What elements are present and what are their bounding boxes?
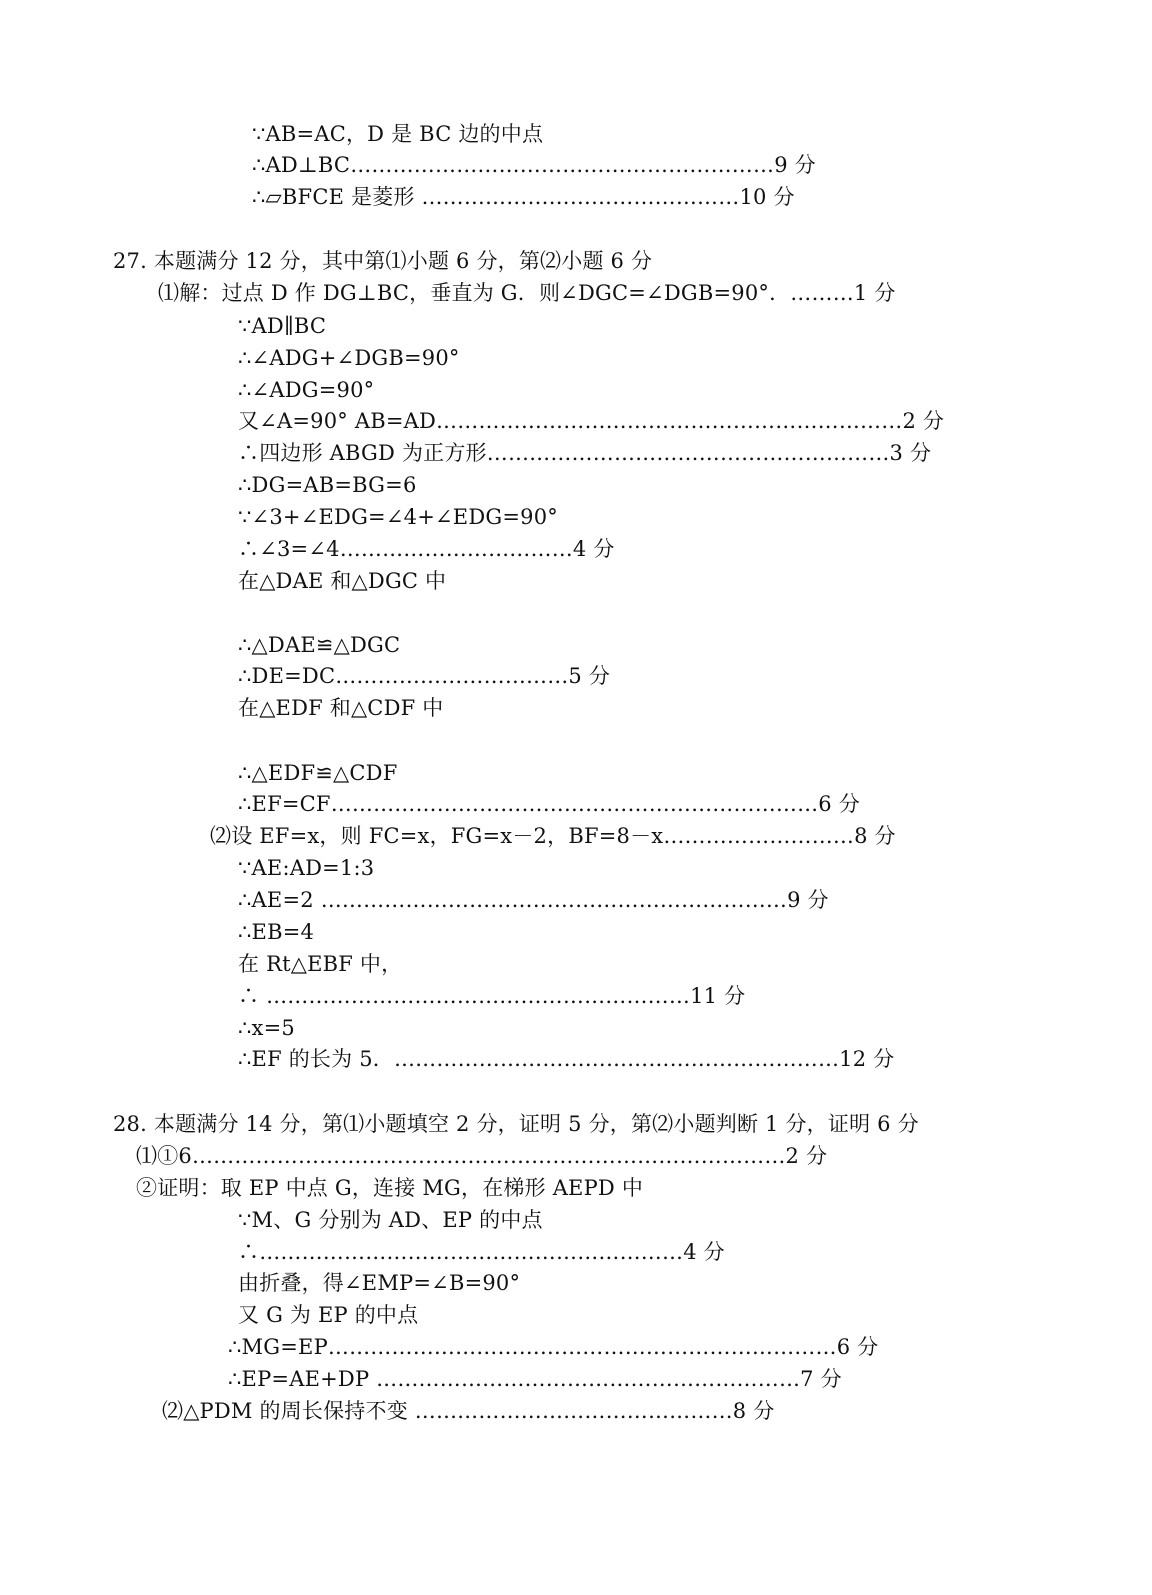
line-28-5: 由折叠，得∠EMP=∠B=90° [238,1271,521,1295]
line-27-21: ∴ ……………………………………………………11 分 [238,984,746,1008]
line-27-10: 在△DAE 和△DGC 中 [238,569,447,593]
line-27-19: ∴EB=4 [238,920,315,944]
line-27-07: ∴DG=AB=BG=6 [238,473,417,497]
line-27-20: 在 Rt△EBF 中， [238,952,403,976]
line-27-18: ∴AE=2 …………………………………………………………9 分 [238,888,829,912]
line-27-05: 又∠A=90° AB=AD…………………………………………………………2 分 [238,409,945,433]
line-27-02: ∵AD∥BC [238,314,327,338]
line-27-03: ∴∠ADG+∠DGB=90° [238,346,460,370]
line-27-13: 在△EDF 和△CDF 中 [238,696,444,720]
line-27-16: ⑵设 EF=x，则 FC=x，FG=x－2，BF=8－x………………………8 分 [210,824,896,848]
line-26-1: ∵AB=AC，D 是 BC 边的中点 [252,122,544,146]
line-27-22: ∴x=5 [238,1016,295,1040]
section-28-header: 28. 本题满分 14 分，第⑴小题填空 2 分，证明 5 分，第⑵小题判断 1 分，证明 6 分 [113,1112,919,1136]
line-28-2: ②证明：取 EP 中点 G，连接 MG，在梯形 AEPD 中 [136,1176,644,1200]
line-28-4: ∴……………………………………………………4 分 [238,1240,725,1264]
line-27-15: ∴EF=CF……………………………………………………………6 分 [238,792,860,816]
line-27-11: ∴△DAE≌△DGC [238,633,401,657]
line-28-1: ⑴①6…………………………………………………………………………2 分 [136,1144,828,1168]
line-28-8: ∴EP=AE+DP ……………………………………………………7 分 [228,1367,842,1391]
line-27-12: ∴DE=DC……………………………5 分 [238,664,611,688]
line-26-2: ∴AD⊥BC……………………………………………………9 分 [252,153,816,177]
line-28-6: 又 G 为 EP 的中点 [238,1303,419,1327]
line-27-04: ∴∠ADG=90° [238,378,375,402]
line-27-09: ∴∠3=∠4……………………………4 分 [238,537,615,561]
line-28-3: ∵M、G 分别为 AD、EP 的中点 [238,1208,543,1232]
line-27-06: ∴四边形 ABGD 为正方形…………………………………………………3 分 [238,441,932,465]
section-27-header: 27. 本题满分 12 分，其中第⑴小题 6 分，第⑵小题 6 分 [113,249,653,273]
line-27-17: ∵AE:AD=1:3 [238,856,375,880]
line-28-9: ⑵△PDM 的周长保持不变 ………………………………………8 分 [162,1399,775,1423]
line-27-01: ⑴解：过点 D 作 DG⊥BC，垂直为 G．则∠DGC=∠DGB=90°．………1 分 [158,281,896,305]
line-26-3: ∴▱BFCE 是菱形 ………………………………………10 分 [252,185,795,209]
line-28-7: ∴MG=EP………………………………………………………………6 分 [228,1335,879,1359]
line-27-08: ∵∠3+∠EDG=∠4+∠EDG=90° [238,505,558,529]
line-27-23: ∴EF 的长为 5．………………………………………………………12 分 [238,1047,895,1071]
line-27-14: ∴△EDF≌△CDF [238,761,398,785]
